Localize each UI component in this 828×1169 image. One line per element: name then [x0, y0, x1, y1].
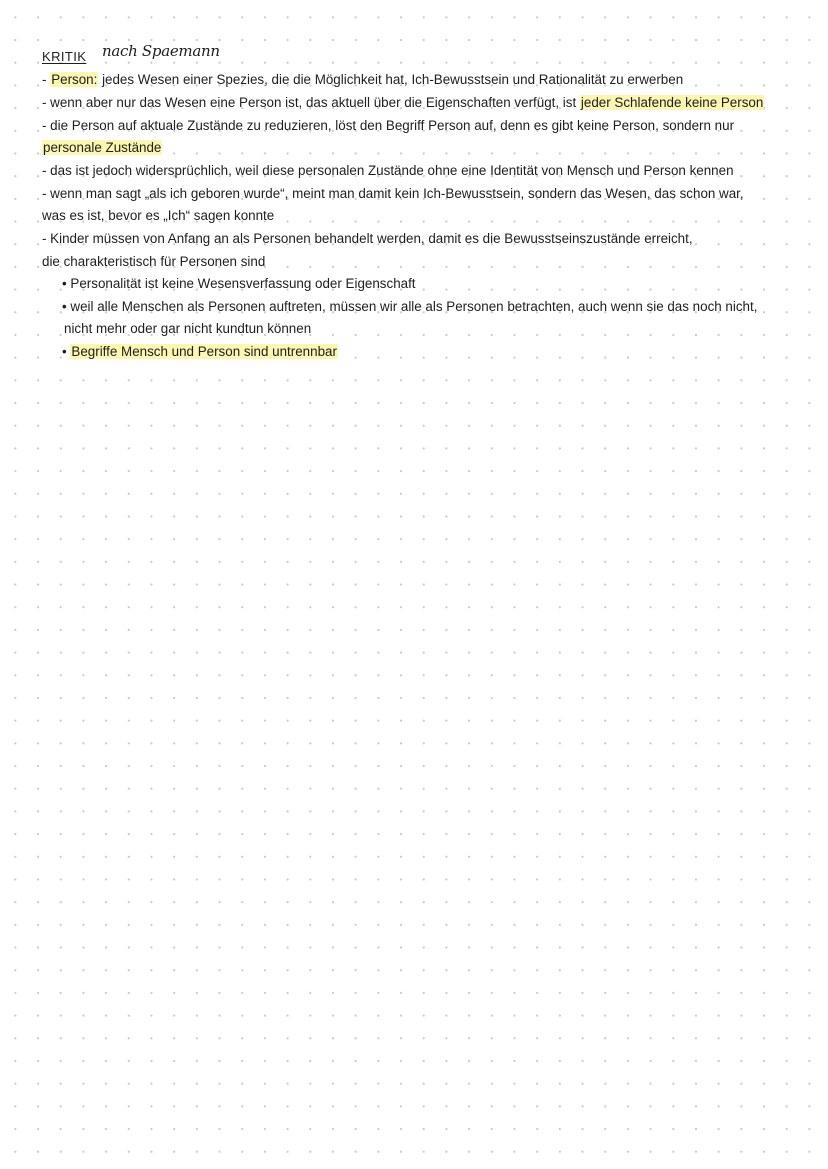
note-line-children-cont: die charakteristisch für Personen sind	[42, 254, 266, 269]
definition-text: jedes Wesen einer Spezies, die die Möglichkeit hat, Ich-Bewusstsein und Rationalität zu erwerben	[98, 72, 684, 87]
note-line-birth: - wenn man sagt „als ich geboren wurde“, meint man damit kein Ich-Bewusstsein, sondern das Wesen, das schon war,	[42, 186, 744, 201]
heading-title: KRITIK	[42, 49, 87, 64]
bullet-all-humans-cont: nicht mehr oder gar nicht kundtun können	[64, 321, 312, 336]
bullet-inseparable	[62, 343, 338, 361]
highlight-sleeper: jeder Schlafende keine Person	[580, 95, 764, 110]
highlight-personal-states: personale Zustände	[43, 140, 162, 155]
note-line-sleeper	[42, 94, 764, 112]
note-line-birth-cont: was es ist, bevor es „Ich“ sagen konnte	[42, 208, 275, 223]
bullet-all-humans: • weil alle Menschen als Personen auftreten, müssen wir alle als Personen betrachten, auch wenn sie das noch nicht,	[62, 299, 758, 314]
line-text: - wenn aber nur das Wesen eine Person ist, das aktuell über die Eigenschaften verfügt, ist	[42, 95, 580, 110]
highlight-inseparable: Begriffe Mensch und Person sind untrennbar	[71, 344, 337, 359]
note-line-contradiction: - das ist jedoch widersprüchlich, weil diese personalen Zustände ohne eine Identität von Mensch und Person kennen	[42, 163, 734, 178]
dash-marker: -	[42, 72, 51, 87]
bullet-marker: •	[62, 344, 71, 359]
note-line-reduction: - die Person auf aktuale Zustände zu reduzieren, löst den Begriff Person auf, denn es gibt keine Person, sondern nur	[42, 118, 735, 133]
highlight-term-person: Person:	[51, 72, 98, 87]
note-line-children: - Kinder müssen von Anfang an als Personen behandelt werden, damit es die Bewusstseinszustände erreicht,	[42, 231, 693, 246]
bullet-personality: • Personalität ist keine Wesensverfassung oder Eigenschaft	[62, 276, 416, 291]
handwritten-author-note: nach Spaemann	[102, 42, 220, 60]
note-line-personal-states	[42, 139, 162, 157]
note-line-person-definition	[42, 71, 683, 89]
